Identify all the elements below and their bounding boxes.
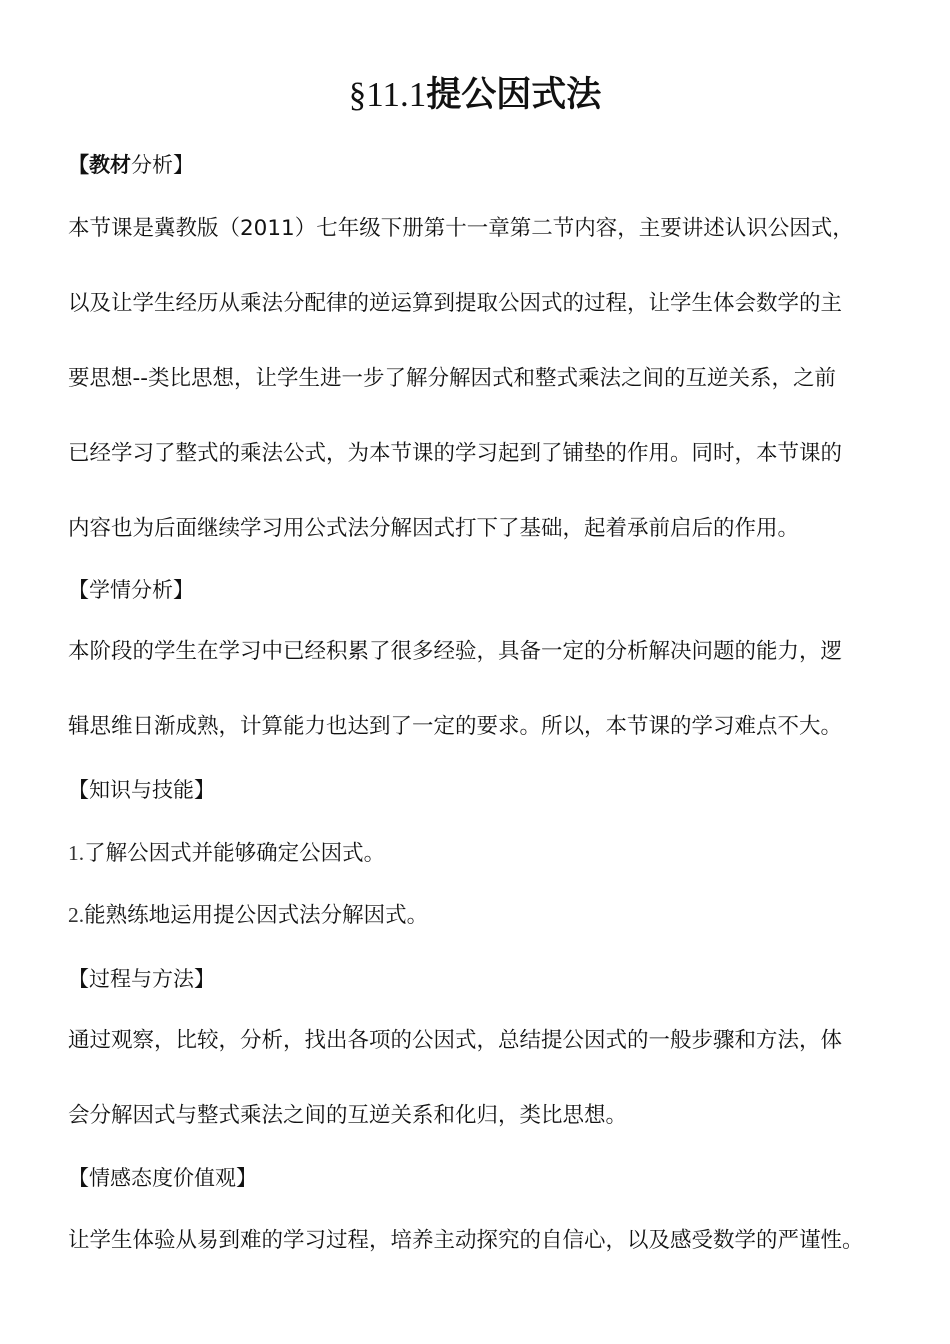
heading-textbook-analysis bbox=[68, 150, 194, 180]
heading-knowledge-skills: 【知识与技能】 bbox=[68, 778, 215, 802]
paragraph-line: 会分解因式与整式乘法之间的互逆关系和化归，类比思想。 bbox=[68, 1103, 628, 1128]
heading-emotion-values: 【情感态度价值观】 bbox=[68, 1166, 257, 1190]
list-item-index: 1. bbox=[68, 841, 85, 865]
paragraph-line: 辑思维日渐成熟，计算能力也达到了一定的要求。所以，本节课的学习难点不大。 bbox=[68, 714, 843, 739]
heading-textbook-analysis-rest: 分析】 bbox=[131, 153, 194, 177]
paragraph-line: 以及让学生经历从乘法分配律的逆运算到提取公因式的过程，让学生体会数学的主 bbox=[68, 291, 843, 316]
heading-process-methods: 【过程与方法】 bbox=[68, 967, 215, 991]
paragraph-line: 让学生体验从易到难的学习过程，培养主动探究的自信心，以及感受数学的严谨性。 bbox=[68, 1228, 864, 1253]
title-text: 提公因式法 bbox=[426, 75, 602, 115]
heading-textbook-analysis-bold: 【教材 bbox=[68, 153, 131, 177]
paragraph-line: 本阶段的学生在学习中已经积累了很多经验，具备一定的分析解决问题的能力，逻 bbox=[68, 639, 843, 664]
list-item bbox=[68, 838, 385, 869]
list-item-index: 2. bbox=[68, 903, 85, 927]
list-item-text: 能熟练地运用提公因式法分解因式。 bbox=[84, 903, 429, 928]
paragraph-line: 已经学习了整式的乘法公式，为本节课的学习起到了铺垫的作用。同时，本节课的 bbox=[68, 441, 843, 466]
paragraph-line: 通过观察，比较，分析，找出各项的公因式，总结提公因式的一般步骤和方法，体 bbox=[68, 1028, 843, 1053]
paragraph-textbook-analysis bbox=[68, 191, 888, 566]
page-title bbox=[0, 72, 950, 118]
list-item bbox=[68, 900, 428, 931]
title-section-number: §11.1 bbox=[348, 75, 427, 114]
list-item-text: 了解公因式并能够确定公因式。 bbox=[84, 841, 386, 866]
paragraph-emotion-values bbox=[68, 1203, 888, 1278]
paragraph-line: 本节课是冀教版（2011）七年级下册第十一章第二节内容，主要讲述认识公因式， bbox=[68, 216, 854, 241]
paragraph-line: 内容也为后面继续学习用公式法分解因式打下了基础，起着承前启后的作用。 bbox=[68, 516, 800, 541]
heading-learner-analysis: 【学情分析】 bbox=[68, 578, 194, 602]
paragraph-line: 要思想--类比思想，让学生进一步了解分解因式和整式乘法之间的互逆关系，之前 bbox=[68, 366, 837, 391]
paragraph-process-methods bbox=[68, 1003, 888, 1153]
paragraph-learner-analysis bbox=[68, 614, 888, 764]
